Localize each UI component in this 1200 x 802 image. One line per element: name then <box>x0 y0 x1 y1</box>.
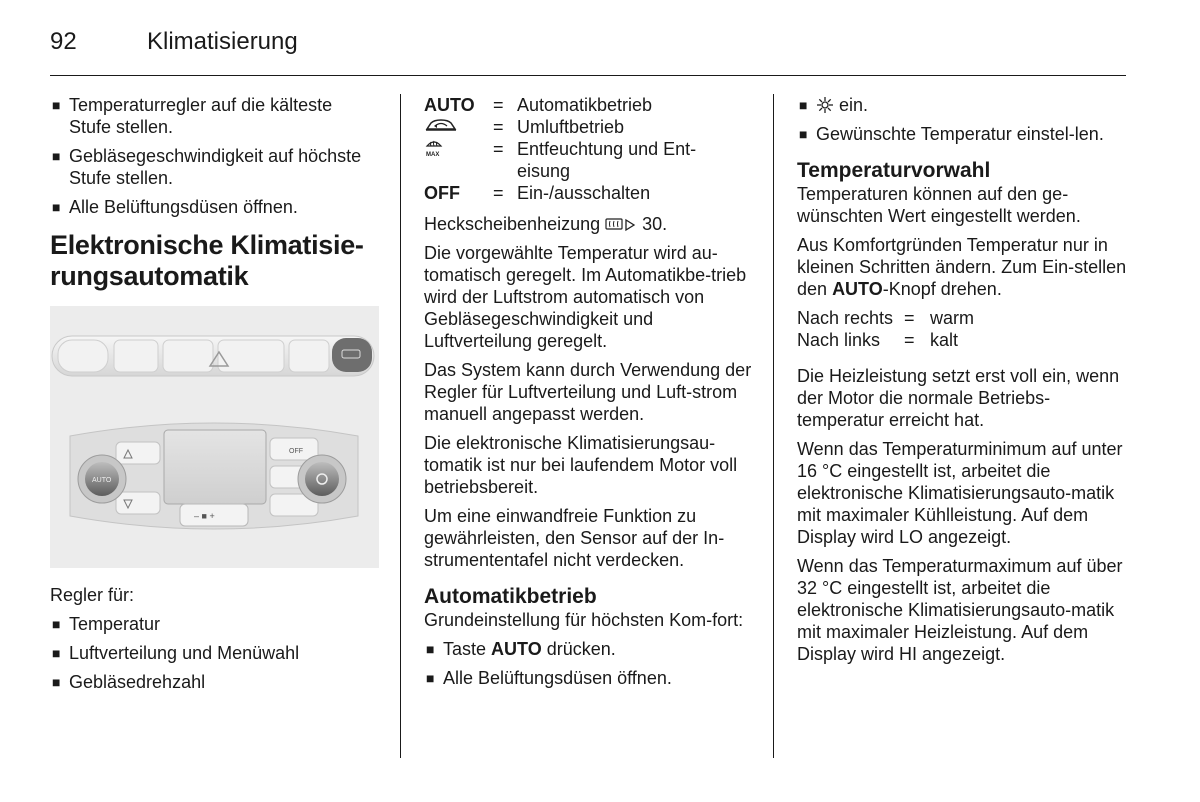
hazard-button <box>218 340 284 372</box>
paragraph-text: Aus Komfortgründen Temperatur nur in kleinen Schritten ändern. Zum Ein-stellen den <box>797 235 1127 299</box>
header-rule <box>50 75 1126 76</box>
column-2 <box>424 94 754 696</box>
paragraph <box>797 234 1127 300</box>
direction-eq: = <box>904 308 915 328</box>
light-button <box>289 340 329 372</box>
legend-key: AUTO <box>424 95 475 115</box>
rear-heat-page: 30. <box>642 214 668 234</box>
page-reference-arrow-icon <box>623 217 637 233</box>
section-heading <box>50 230 375 292</box>
paragraph: Um eine einwandfreie Funktion zu gewährleisten, den Sensor auf der In-strumententafel nicht verdecken. <box>424 506 725 570</box>
legend-eq: = <box>493 117 504 137</box>
temp-down-button <box>116 492 160 514</box>
defrost-max-icon <box>424 138 444 158</box>
paragraph: Grundeinstellung für höchsten Kom-fort: <box>424 610 744 630</box>
direction-eq: = <box>904 330 915 350</box>
list-item: ■ Alle Belüftungsdüsen öffnen. <box>424 667 754 689</box>
auto-keyword: AUTO <box>832 279 883 299</box>
list-item: ■ Gebläsedrehzahl <box>50 671 375 693</box>
paragraph: Das System kann durch Verwendung der Regler für Luftverteilung und Luft-strom manuell angepasst werden. <box>424 360 752 424</box>
fog-light-button <box>58 340 108 372</box>
legend-value: Umluftbetrieb <box>517 117 625 137</box>
direction-key: Nach rechts <box>797 308 894 328</box>
rear-heat-label: Heckscheibenheizung <box>424 214 601 234</box>
page-number: 92 <box>50 28 77 55</box>
direction-key: Nach links <box>797 330 881 350</box>
legend-row <box>424 138 696 182</box>
bullet-list-bottom <box>50 613 375 693</box>
auto-keyword: AUTO <box>491 639 542 659</box>
minus-plus-label: – ■ + <box>194 511 215 521</box>
chapter-title: Klimatisierung <box>147 28 298 55</box>
auto-knob-label: AUTO <box>92 477 112 484</box>
column-divider-2 <box>773 94 774 758</box>
paragraph: Temperaturen können auf den ge-wünschten Wert eingestellt werden. <box>797 184 1081 226</box>
direction-value: warm <box>930 308 974 328</box>
knob-direction-table <box>797 307 974 351</box>
list-item <box>797 94 1127 116</box>
bullet-text-pre: Taste <box>443 639 487 659</box>
display-screen <box>164 430 266 504</box>
bullet-text-post: drücken. <box>546 639 616 659</box>
column-1 <box>50 94 375 700</box>
list-item: ■ Temperatur <box>50 613 375 635</box>
paragraph: Die elektronische Klimatisierungsau-tomatik ist nur bei laufendem Motor voll betriebsbereit. <box>424 433 738 497</box>
list-item <box>424 638 754 660</box>
off-label: OFF <box>289 448 303 455</box>
svg-text:MAX: MAX <box>426 152 440 158</box>
heading-line: Elektronische Klimatisie- <box>50 230 364 260</box>
climate-control-panel-image <box>50 306 379 568</box>
legend-eq: = <box>493 95 504 115</box>
paragraph: Die Heizleistung setzt erst voll ein, wenn der Motor die normale Betriebs-temperatur erreicht hat. <box>797 366 1120 430</box>
list-item: ■ Temperaturregler auf die kälteste Stufe stellen. <box>50 94 375 138</box>
direction-value: kalt <box>930 330 959 350</box>
bullet-list-top <box>50 94 375 218</box>
legend-value: Entfeuchtung und Ent- eisung <box>517 139 697 181</box>
recirculation-icon <box>424 117 458 133</box>
list-item: ■ Gebläsegeschwindigkeit auf höchste Stufe stellen. <box>50 145 375 189</box>
legend-row <box>424 116 696 138</box>
paragraph: Die vorgewählte Temperatur wird au-tomatisch geregelt. Im Automatikbe-trieb wird der Luftstrom automatisch von Gebläsegeschwindigkeit und Luftverteilung geregelt. <box>424 243 747 351</box>
legend-eq: = <box>493 139 504 159</box>
climate-control-panel-drawing <box>50 306 379 568</box>
legend-row <box>424 182 696 204</box>
control-legend <box>424 94 696 204</box>
list-item: ■ Luftverteilung und Menüwahl <box>50 642 375 664</box>
regler-intro: Regler für: <box>50 585 135 605</box>
heading-line: rungsautomatik <box>50 261 249 291</box>
legend-value: Automatikbetrieb <box>517 95 653 115</box>
legend-row <box>424 94 696 116</box>
column-divider-1 <box>400 94 401 758</box>
heated-rear-window-button <box>332 338 372 372</box>
subsection-heading: Temperaturvorwahl <box>797 159 991 182</box>
rear-fog-button <box>114 340 158 372</box>
paragraph: Wenn das Temperaturmaximum auf über 32 °C eingestellt ist, arbeitet die elektronische Klimatisierungsauto-matik mit maximaler Heizleistung. Auf dem Display wird HI angezeigt. <box>797 556 1123 664</box>
temp-up-button <box>116 442 160 464</box>
column-3 <box>797 94 1127 672</box>
subsection-heading: Automatikbetrieb <box>424 585 597 608</box>
rear-window-heating-icon <box>605 217 623 233</box>
legend-eq: = <box>493 183 504 203</box>
page-header <box>50 24 1126 64</box>
fan-icon <box>816 96 834 114</box>
list-item: ■ Gewünschte Temperatur einstel-len. <box>797 123 1127 145</box>
paragraph-text: -Knopf drehen. <box>882 279 1002 299</box>
bullet-list <box>424 638 754 689</box>
direction-row <box>797 329 974 351</box>
legend-value: Ein-/ausschalten <box>517 183 651 203</box>
rear-heat-ref <box>424 213 754 235</box>
paragraph: Wenn das Temperaturminimum auf unter 16 °C eingestellt ist, arbeitet die elektronische Klimatisierungsauto-matik mit maximaler Kühlleistung. Auf dem Display wird LO angezeigt. <box>797 439 1123 547</box>
bullet-list <box>797 94 1127 145</box>
fan-knob <box>305 462 339 496</box>
legend-key: OFF <box>424 183 460 203</box>
direction-row <box>797 307 974 329</box>
list-item: ■ Alle Belüftungsdüsen öffnen. <box>50 196 375 218</box>
traction-button <box>163 340 213 372</box>
bullet-text: ein. <box>839 95 869 115</box>
